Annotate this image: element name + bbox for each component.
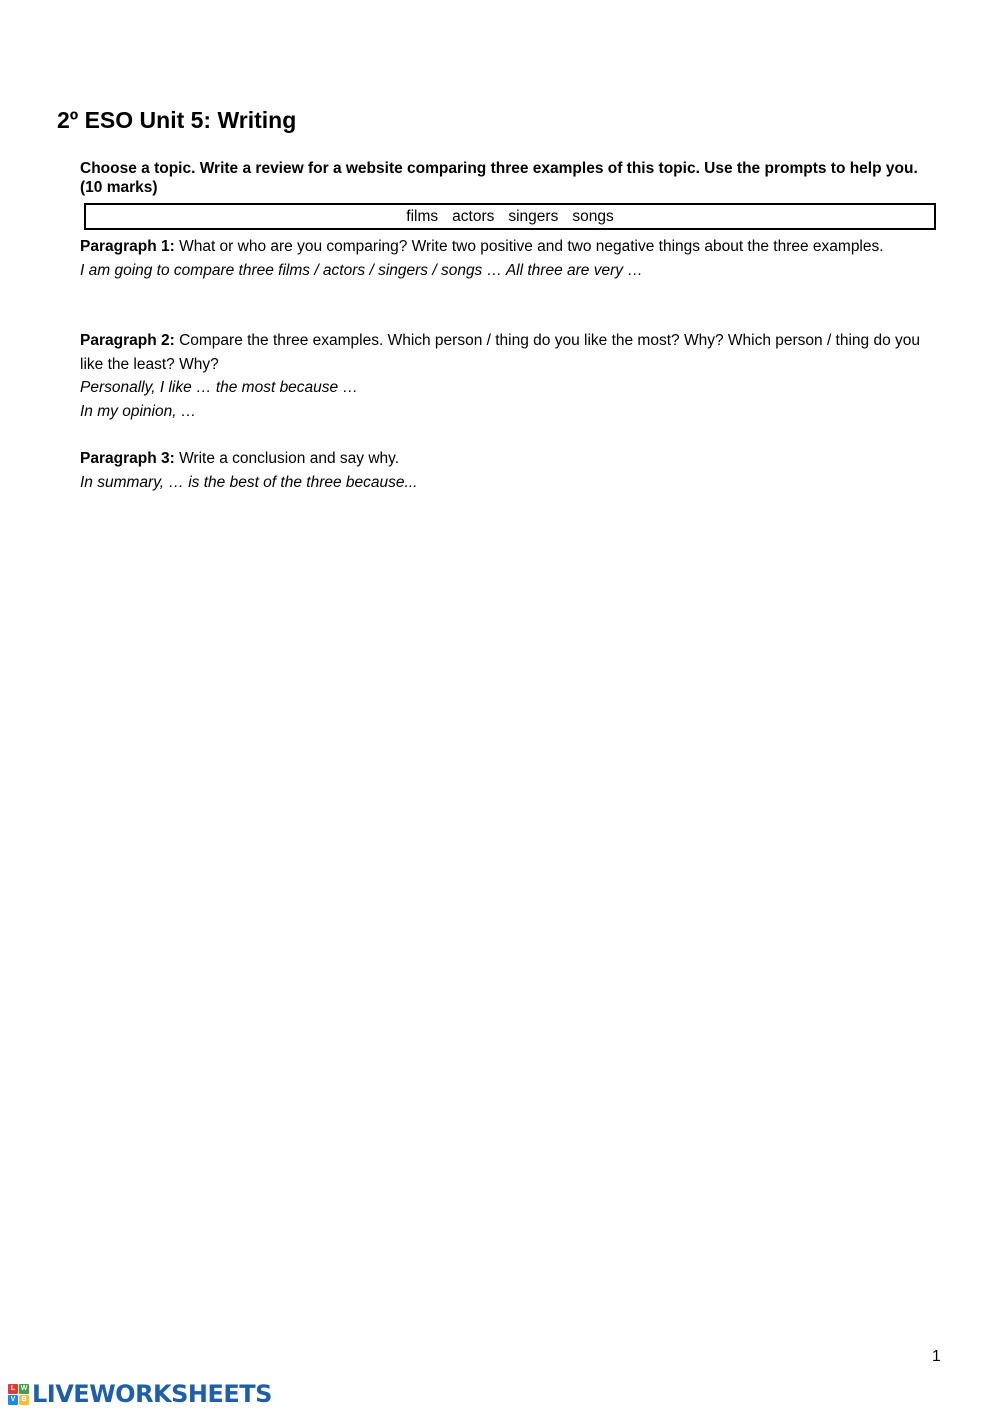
paragraph-prompt: In summary, … is the best of the three because...: [80, 473, 418, 491]
paragraph-prompt: Personally, I like … the most because …: [80, 379, 358, 396]
paragraph-3-guidance: [80, 447, 940, 494]
page-number: 1: [932, 1348, 941, 1365]
topic-options-box: [84, 203, 936, 230]
topic-option: singers: [508, 208, 559, 225]
paragraph-instruction: What or who are you comparing? Write two positive and two negative things about the three examples.: [174, 238, 884, 255]
paragraph-1-guidance: [80, 235, 940, 282]
liveworksheets-logo: [8, 1381, 272, 1407]
paragraph-instruction: Write a conclusion and say why.: [174, 450, 400, 467]
paragraph-label: Paragraph 2:: [80, 332, 175, 349]
topic-option: films: [406, 208, 439, 225]
paragraph-instruction: Compare the three examples. Which person / thing do you like the most? Why? Which person / thing do you like the least? Why?: [80, 332, 921, 373]
logo-block: W: [20, 1384, 28, 1392]
logo-blocks-icon: [8, 1384, 29, 1405]
topic-option: songs: [572, 208, 614, 225]
paragraph-label: Paragraph 3:: [80, 450, 175, 467]
logo-block: L: [8, 1384, 18, 1394]
paragraph-prompt: I am going to compare three films / actors / singers / songs … All three are very …: [80, 261, 643, 279]
paragraph-2-guidance: [80, 329, 940, 423]
task-instruction: Choose a topic. Write a review for a website comparing three examples of this topic. Use the prompts to help you. (10 marks): [80, 160, 918, 196]
paragraph-prompt: In my opinion, …: [80, 402, 197, 420]
paragraph-label: Paragraph 1:: [80, 238, 175, 255]
logo-block: B: [19, 1395, 29, 1405]
logo-text: LIVEWORKSHEETS: [32, 1380, 272, 1408]
page-title: 2º ESO Unit 5: Writing: [57, 107, 297, 133]
topic-option: actors: [452, 208, 495, 225]
logo-block: V: [8, 1395, 18, 1405]
